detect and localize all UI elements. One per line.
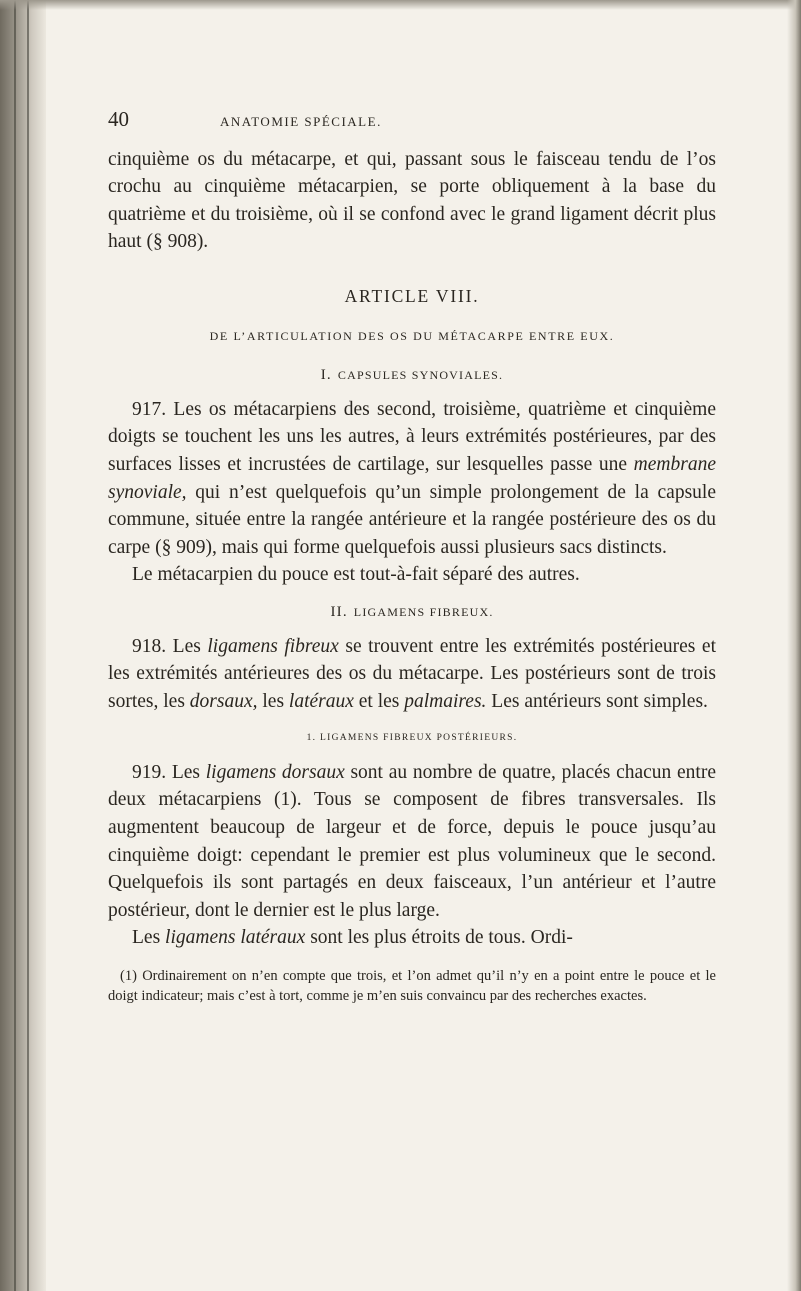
italic-term: latéraux <box>288 690 354 712</box>
right-page-edge <box>787 0 801 1291</box>
binding-line <box>14 0 16 1291</box>
book-page <box>108 106 716 1006</box>
text-run: 917. Les os métacarpiens des second, troisième, quatrième et cinquième doigts se touchent les uns les autres, à leurs extrémités postérieures, par des surfaces lisses et incrustées de cartilage, sur lesquelles passe une <box>108 398 716 475</box>
text-run: sont les plus étroits de tous. Ordi- <box>305 927 573 949</box>
italic-term: membrane synoviale, <box>108 453 716 503</box>
article-subtitle: DE L’ARTICULATION DES OS DU MÉTACARPE ENTRE EUX. <box>209 328 615 343</box>
text-run: et les <box>353 690 405 712</box>
italic-term: dorsaux, <box>189 690 258 712</box>
text-run: qui n’est quelquefois qu’un simple prolongement de la capsule commune, située entre la rangée antérieure et la rangée postérieure des os du carpe (§ 909), mais qui forme quelquefois aussi plusieurs sacs distincts. <box>108 481 716 558</box>
text-run: sont au nombre de quatre, placés chacun entre deux métacarpiens (1). Tous se composent de fibres transversales. Ils augmentent beaucoup de largeur et de force, depuis le pouce jusqu’au cinquième doigt: cependant le premier est plus volumineux que le second. Quelquefois ils sont partagés en deux faisceaux, l’un antérieur et l’autre postérieur, dont le dernier est le plus large. <box>108 761 716 921</box>
paragraph-919 <box>108 759 716 925</box>
italic-term: ligamens latéraux <box>165 927 306 949</box>
italic-term: ligamens dorsaux <box>205 761 345 783</box>
top-edge-shadow <box>0 0 801 10</box>
footnote <box>108 966 716 1006</box>
book-gutter-shadow <box>0 0 46 1291</box>
italic-term: palmaires. <box>404 690 487 712</box>
page-number: 40 <box>108 107 129 131</box>
text-run: Les antérieurs sont simples. <box>486 690 708 712</box>
text-run: se trouvent entre les extrémités postérieures et les extrémités antérieures des os du métacarpe. Les postérieurs sont de trois sortes, les <box>108 635 717 712</box>
binding-line <box>27 0 29 1291</box>
subsection-heading: 1. LIGAMENS FIBREUX POSTÉRIEURS. <box>306 733 518 744</box>
text-run: 919. Les <box>132 761 206 783</box>
section-heading-synovial <box>108 362 716 390</box>
section-heading-fibrous <box>108 599 716 627</box>
text-run: Les <box>132 927 166 949</box>
paragraph-919-lateral <box>108 924 716 952</box>
page-header <box>108 106 716 136</box>
continuation-paragraph: cinquième os du métacarpe, et qui, passant sous le faisceau tendu de l’os crochu au cinquième métacarpien, se porte obliquement à la base du quatrième et du troisième, où il se confond avec le grand ligament décrit plus haut (§ 908). <box>108 148 716 253</box>
paragraph-917-note: Le métacarpien du pouce est tout-à-fait séparé des autres. <box>132 564 580 586</box>
section-title: LIGAMENS FIBREUX. <box>353 604 494 619</box>
section-number: II. <box>330 603 348 620</box>
article-title: ARTICLE VIII. <box>344 285 480 306</box>
paragraph-918 <box>108 633 716 716</box>
text-run: les <box>257 690 289 712</box>
footnote-text: (1) Ordinairement on n’en compte que trois, et l’on admet qu’il n’y en a point entre le pouce et le doigt indicateur; mais c’est à tort, comme je m’en suis convaincu par des recherches exactes. <box>108 968 716 1005</box>
section-number: I. <box>320 367 332 384</box>
section-title: CAPSULES SYNOVIALES. <box>337 368 504 383</box>
paragraph-917 <box>108 396 716 562</box>
italic-term: ligamens fibreux <box>207 635 339 657</box>
text-run: 918. Les <box>132 635 208 657</box>
running-title: ANATOMIE SPÉCIALE. <box>220 114 382 129</box>
